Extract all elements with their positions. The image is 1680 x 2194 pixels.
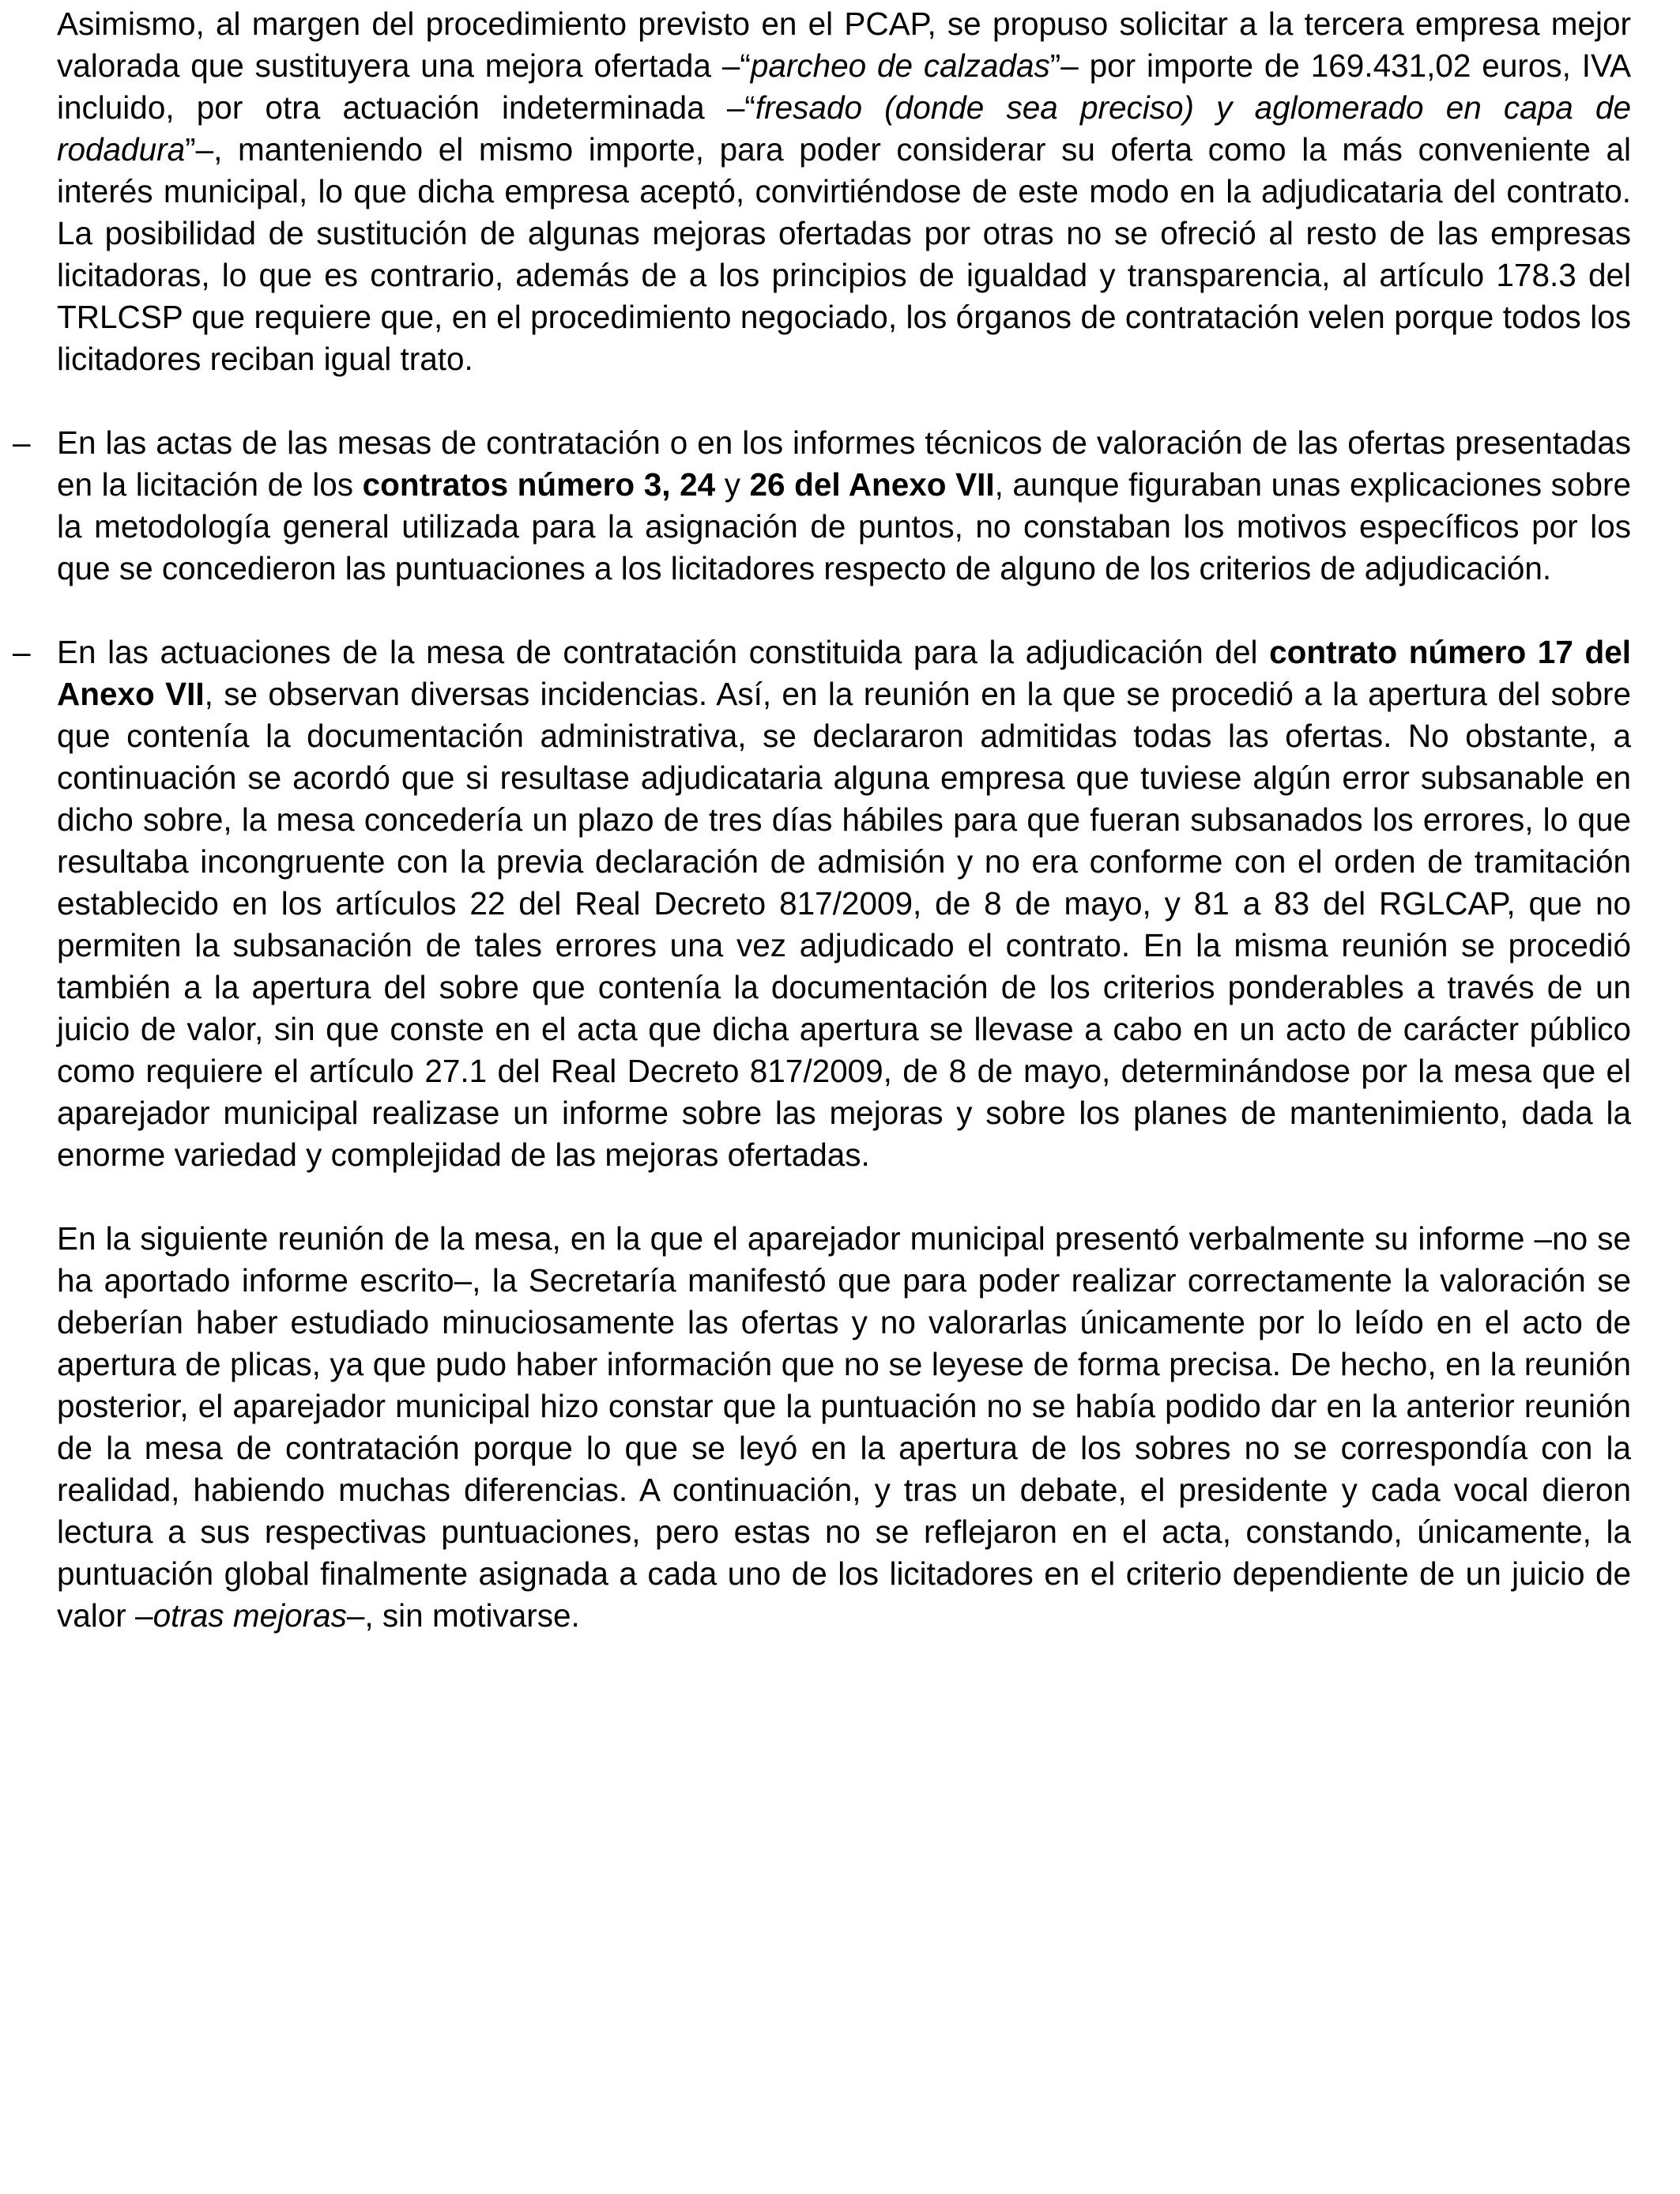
text-run: ”–, manteniendo el mismo importe, para poder considerar su oferta como la más conveniente al interés municipal, lo que dicha empresa aceptó, convirtiéndose de este modo en la adjudicataria del contrato. La posibilidad de sustitución de algunas mejoras ofertadas por otras no se ofreció al resto de las empresas licitadoras, lo que es contrario, además de a los principios de igualdad y transparencia, al artículo 178.3 del TRLCSP que requiere que, en el procedimiento negociado, los órganos de contratación velen porque todos los licitadores reciban igual trato. [57,131,1631,377]
text-run: ”– por importe de 169.431,02 euros, IVA incluido, por otra actuación indeterminada –“ [57,47,1631,126]
text-run: Asimismo, al margen del procedimiento previsto en el PCAP, se propuso solicitar a la tercera empresa mejor valorada que sustituyera una mejora ofertada –“ [57,6,1631,84]
paragraph-sustitucion-mejora [57,3,1631,380]
paragraph-spacer [57,1176,1631,1218]
bold-run: contrato número 17 del Anexo VII [57,634,1631,712]
bullet-dash: – [13,634,31,670]
bullet-dash: – [13,424,31,461]
bold-run: contratos número 3, 24 [362,466,716,503]
bullet-paragraph-contrato-17 [13,631,1631,1176]
text-run: En las actuaciones de la mesa de contratación constituida para la adjudicación del [57,634,1270,670]
text-run: , aunque figuraban unas explicaciones sobre la metodología general utilizada para la asignación de puntos, no constaban los motivos específicos por los que se concedieron las puntuaciones a los licitadores respecto de alguno de los criterios de adjudicación. [57,466,1631,586]
text-run: y [715,466,750,503]
document-body [13,3,1631,1637]
paragraph-siguiente-reunion [57,1218,1631,1637]
italic-run: fresado (donde sea preciso) y aglomerado en capa de rodadura [57,89,1631,168]
text-run: En las actas de las mesas de contratación o en los informes técnicos de valoración de las ofertas presentadas en la licitación de los [57,424,1631,503]
text-run: –, sin motivarse. [346,1597,580,1634]
italic-run: parcheo de calzadas [750,47,1050,84]
italic-run: otras mejoras [153,1597,347,1634]
bold-run: 26 del Anexo VII [749,466,995,503]
text-run: En la siguiente reunión de la mesa, en la que el aparejador municipal presentó verbalmente su informe –no se ha aportado informe escrito–, la Secretaría manifestó que para poder realizar correctamente la valoración se deberían haber estudiado minuciosamente las ofertas y no valorarlas únicamente por lo leído en el acto de apertura de plicas, ya que pudo haber información que no se leyese de forma precisa. De hecho, en la reunión posterior, el aparejador municipal hizo constar que la puntuación no se había podido dar en la anterior reunión de la mesa de contratación porque lo que se leyó en la apertura de los sobres no se correspondía con la realidad, habiendo muchas diferencias. A continuación, y tras un debate, el presidente y cada vocal dieron lectura a sus respectivas puntuaciones, pero estas no se reflejaron en el acta, constando, únicamente, la puntuación global finalmente asignada a cada uno de los licitadores en el criterio dependiente de un juicio de valor – [57,1220,1631,1634]
text-run: , se observan diversas incidencias. Así, en la reunión en la que se procedió a la apertura del sobre que contenía la documentación administrativa, se declararon admitidas todas las ofertas. No obstante, a continuación se acordó que si resultase adjudicataria alguna empresa que tuviese algún error subsanable en dicho sobre, la mesa concedería un plazo de tres días hábiles para que fueran subsanados los errores, lo que resultaba incongruente con la previa declaración de admisión y no era conforme con el orden de tramitación establecido en los artículos 22 del Real Decreto 817/2009, de 8 de mayo, y 81 a 83 del RGLCAP, que no permiten la subsanación de tales errores una vez adjudicado el contrato. En la misma reunión se procedió también a la apertura del sobre que contenía la documentación de los criterios ponderables a través de un juicio de valor, sin que conste en el acta que dicha apertura se llevase a cabo en un acto de carácter público como requiere el artículo 27.1 del Real Decreto 817/2009, de 8 de mayo, determinándose por la mesa que el aparejador municipal realizase un informe sobre las mejoras y sobre los planes de mantenimiento, dada la enorme variedad y complejidad de las mejoras ofertadas. [57,676,1631,1173]
paragraph-spacer [57,590,1631,631]
paragraph-spacer [57,380,1631,422]
bullet-paragraph-contratos-3-24-26 [13,422,1631,590]
